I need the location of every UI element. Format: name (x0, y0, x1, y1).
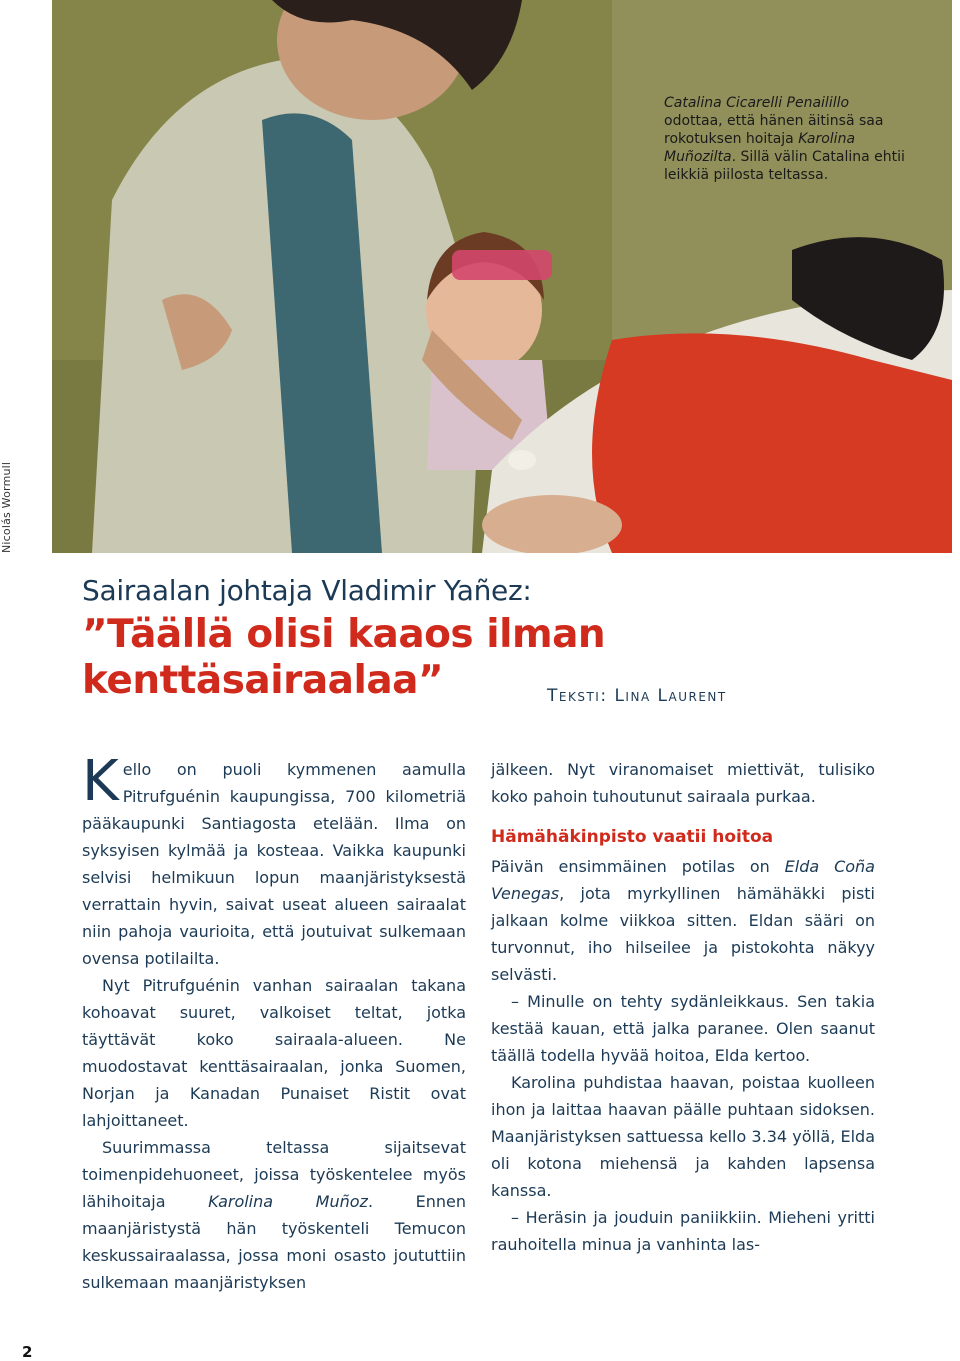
article-column-left (82, 749, 467, 1296)
article-kicker: Sairaalan johtaja Vladimir Yañez: (82, 574, 532, 607)
paragraph: – Heräsin ja jouduin paniikkiin. Mieheni yritti rauhoitella minua ja vanhinta las- (491, 1208, 875, 1254)
page-number: 2 (22, 1343, 33, 1361)
article-photo (52, 0, 952, 553)
caption-name-italic: Catalina Cicarelli Penailillo (664, 95, 850, 111)
drop-cap: K (82, 749, 119, 814)
name-italic: Elda Coña Venegas (491, 857, 875, 903)
paragraph: Nyt Pitrufguénin vanhan sairaalan takana kohoavat suuret, valkoiset teltat, jotka täyttävät koko sairaala-alueen. Ne muodostavat kenttäsairaalan, jonka Suomen, Norjan ja Kanadan Punaiset Ristit ovat lahjoittaneet. (82, 976, 466, 1130)
article-byline: Teksti: Lina Laurent (547, 686, 727, 706)
paragraph-text: . Ennen maanjäristystä hän työskenteli Temucon keskussairaalassa, jossa moni osasto joututtiin sulkemaan maanjäristyksen (82, 1192, 467, 1292)
photo-caption (664, 94, 909, 184)
section-subheading: Hämähäkinpisto vaatii hoitoa (491, 827, 774, 847)
name-italic: Karolina Muñoz (208, 1192, 368, 1211)
paragraph-text: Päivän ensimmäinen potilas on (491, 857, 785, 876)
paragraph (82, 749, 466, 972)
photo-credit: Nicolás Wormull (0, 461, 13, 553)
paragraph-text: ello on puoli kymmenen aamulla Pitrufguénin kaupungissa, 700 kilometriä pääkaupunki Santiagosta etelään. Ilma on syksyisen kylmää ja kosteaa. Vaikka kaupunki selvisi helmikuun lopun maanjäristyksestä verrattain hyvin, saivat useat alueen sairaalat niin pahoja vaurioita, että joutuivat sulkemaan ovensa potilailta. (82, 760, 466, 968)
article-column-right (491, 756, 875, 1258)
paragraph-text: Suurimmassa teltassa sijaitsevat toimenpidehuoneet, joissa työskentelee myös lähihoitaja (82, 1138, 466, 1211)
caption-text-end: . Sillä välin Catalina ehtii leikkiä piilosta teltassa. (664, 149, 905, 183)
paragraph-text: , jota myrkyllinen hämähäkki pisti jalkaan kolme viikkoa sitten. Eldan sääri on turvonnut, iho hilseilee ja pistokohta näkyy selvästi. (491, 884, 875, 984)
paragraph: jälkeen. Nyt viranomaiset miettivät, tulisiko koko pahoin tuhoutunut sairaala purkaa. (491, 760, 875, 806)
photo-illustration (52, 0, 952, 553)
caption-nurse-italic: Karolina Muñozilta (664, 131, 856, 165)
paragraph: Karolina puhdistaa haavan, poistaa kuolleen ihon ja laittaa haavan päälle puhtaan sidoksen. Maanjäristyksen sattuessa kello 3.34 yöllä, Elda oli kotona miehensä ja kahden lapsensa kanssa. (491, 1073, 875, 1200)
caption-text: odottaa, että hänen äitinsä saa rokotuksen hoitaja (664, 113, 884, 147)
article-headline: ”Täällä olisi kaaos ilman kenttäsairaalaa” (82, 612, 606, 703)
paragraph (82, 1134, 466, 1296)
paragraph: – Minulle on tehty sydänleikkaus. Sen takia kestää kauan, että jalka paranee. Olen saanut täällä todella hyvää hoitoa, Elda kertoo. (491, 992, 875, 1065)
paragraph (491, 853, 875, 988)
